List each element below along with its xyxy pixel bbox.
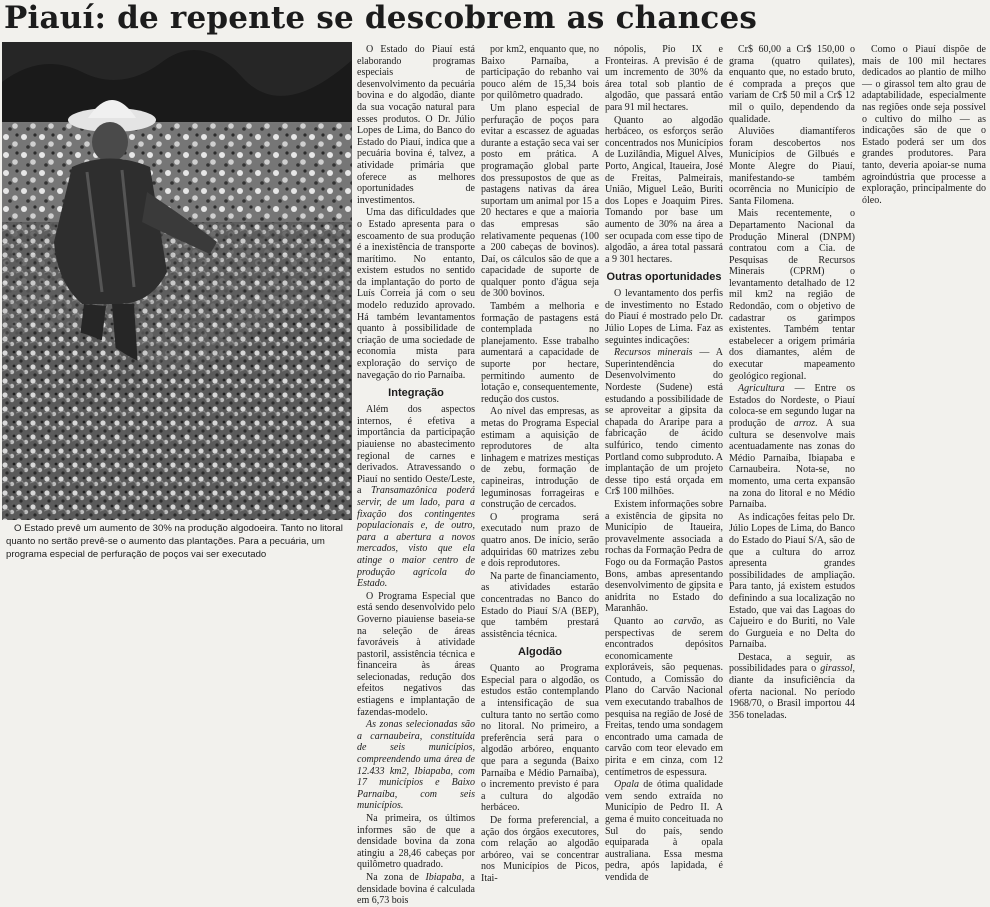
paragraph: Existem informações sobre a existência de gipsita no Município de Itaueira, provavelmente associada a rochas da Formação Pedra de Fogo ou da Formação Pastos Bons, ambas apresentando desenvolvimento de gipsita e anidrita no Estado do Maranhão. bbox=[605, 498, 723, 615]
headline: Piauí: de repente se descobrem as chances bbox=[4, 0, 758, 36]
paragraph: Como o Piauí dispõe de mais de 100 mil hectares dedicados ao plantio de milho — o girassol tem alto grau de adaptabilidade, especialmente nas regiões onde seja possível o cultivo do milho — as indicações são de que o Estado poderá ser um dos grandes produtores. Para tanto, deveria apoiar-se numa agroindústria que processe a exploração, principalmente do óleo. bbox=[862, 44, 986, 206]
paragraph bbox=[605, 347, 723, 498]
article-column-5 bbox=[862, 44, 986, 567]
text-run: Na zona de bbox=[366, 871, 426, 883]
text-run-italic: Recursos minerais bbox=[614, 347, 693, 359]
article-column-1 bbox=[357, 44, 475, 907]
text-run-italic: Agricultura bbox=[738, 383, 785, 395]
paragraph bbox=[357, 872, 475, 907]
section-heading-integracao: Integração bbox=[388, 387, 444, 400]
paragraph: Cr$ 60,00 a Cr$ 150,00 o grama (quatro quilates), enquanto que, no estado bruto, é comprada a preços que variam de Cr$ 50 mil a Cr$ 12 mil o quilo, dependendo da qualidade. bbox=[729, 44, 855, 125]
paragraph: por km2, enquanto que, no Baixo Parnaíba, a participação do rebanho vai pouco além de 15,34 bois por quilômetro quadrado. bbox=[481, 44, 599, 102]
article-column-3 bbox=[605, 44, 723, 883]
paragraph: Um plano especial de perfuração de poços para evitar a escassez de aguadas durante a estação seca vai ser posto em prática. A programação global parte dos pressupostos de que as pastagens nativas da área suportam um animal por 15 a 20 hectares e que a maioria das empresas são relativamente pequenas (100 a 200 cabeças de bovinos). Daí, os cálculos são de que a capacidade de suporte de qualquer ponto d'água seja de 300 bovinos. bbox=[481, 102, 599, 300]
text-run: de ótima qualidade vem sendo extraída no Município de Pedro II. A gema é muito conceituada no Sul do país, sendo equiparada à opala australiana. Essa mesma pedra, após lapidada, é vendida de bbox=[605, 779, 723, 883]
text-run: — A Superintendência do Desenvolvimento do Nordeste (Sudene) está estudando a possibilidade de se aproveitar a gipsita da chapada do Araripe para a fabricação de ácido sulfúrico, tendo cimento Portland como subproduto. A implantação de um projeto desse tipo está orçada em Cr$ 100 milhões. bbox=[605, 347, 723, 498]
text-run: , diante da insuficiência da oferta nacional. No período 1968/70, o Brasil importou 44 356 toneladas. bbox=[729, 663, 855, 721]
text-run: Destaca, a seguir, as possibilidades para o bbox=[729, 651, 855, 675]
paragraph: O Programa Especial que está sendo desenvolvido pelo Governo piauiense baseia-se na seleção de áreas favoráveis à atividade pastoril, assistência técnica e financeira às áreas selecionadas, redução dos efeitos negativos das estiagens e implantação de fazendas-modelo. bbox=[357, 590, 475, 718]
text-run: Quanto ao bbox=[614, 615, 674, 627]
paragraph: Ao nível das empresas, as metas do Programa Especial estimam a aquisição de reprodutores de alta linhagem e matrizes mestiças de zebu, formação de capineiras, introdução de leguminosas forrageiras e construção de cercados. bbox=[481, 406, 599, 511]
paragraph: Uma das dificuldades que o Estado apresenta para o escoamento de sua produção é a inexistência de transporte marítimo. No entanto, existem estudos no sentido da implantação do porto de Luís Correia já com o seu modelo reduzido aprovado. Há também levantamentos quanto à possibilidade de criação de uma sociedade de economia mista para exploração do serviço de navegação do rio Parnaíba. bbox=[357, 207, 475, 381]
paragraph: De forma preferencial, a ação dos órgãos executores, com relação ao algodão arbóreo, vai se concentrar nos Municípios de Picos, Itai- bbox=[481, 815, 599, 884]
text-run: , as perspectivas de serem encontrados depósitos economicamente exploráveis, são pequenas. Contudo, a Comissão do Plano do Carvão Nacional vem executando trabalhos de pesquisa na região de José de Freitas, tendo uma sondagem encontrado uma camada de carvão com teor elevado em pirita e em cinza, com 12 centímetros de espessura. bbox=[605, 615, 723, 778]
paragraph: Aluviões diamantíferos foram descobertos nos Municípios de Gilbués e Monte Alegre do Piauí, manifestando-se também ocorrência no Município de Santa Filomena. bbox=[729, 126, 855, 207]
paragraph bbox=[605, 616, 723, 778]
paragraph: As indicações feitas pelo Dr. Júlio Lopes de Lima, do Banco do Estado do Piauí S/A, são de que a cultura do arroz apresenta grandes possibilidades de ampliação. Para tanto, já existem estudos definindo a sua localização no Estado, que vai das Lagoas do Cajueiro e do Buriti, no Vale do Gurgueia e no Delta do Parnaíba. bbox=[729, 511, 855, 651]
paragraph: Na primeira, os últimos informes são de que a densidade bovina da zona atingiu a 28,46 cabeças por quilômetro quadrado. bbox=[357, 813, 475, 871]
text-run-italic: girassol bbox=[820, 663, 853, 675]
text-run-italic: Ibiapaba bbox=[425, 871, 462, 883]
paragraph: Na parte de financiamento, as atividades estarão concentradas no Banco do Estado do Piauí S/A (BEP), que também prestará assistência técnica. bbox=[481, 570, 599, 640]
section-heading-outras-oportunidades: Outras oportunidades bbox=[606, 271, 722, 284]
paragraph: Quanto ao algodão herbáceo, os esforços serão concentrados nos Municípios de Luzilândia, Miguel Alves, Porto, Angical, Itaueira, José de Freitas, Palmeirais, União, Miguel Leão, Buriti dos Lopes e Joaquim Pires. Tomando por base um aumento de 30% na área a ser ocupada com esse tipo de algodão, a área total passará a 9 301 hectares. bbox=[605, 114, 723, 265]
paragraph: Também a melhoria e formação de pastagens está contemplada no planejamento. Esse trabalho aumentará a capacidade de suporte por hectare, permitindo aumento de lotação e, consequentemente, redução dos custos. bbox=[481, 301, 599, 405]
paragraph: O programa será executado num prazo de quatro anos. De início, serão adquiridas 60 matrizes zebu e dois reprodutores. bbox=[481, 511, 599, 570]
paragraph bbox=[605, 779, 723, 883]
text-run-italic: arroz bbox=[793, 418, 815, 429]
cotton-field-photo bbox=[2, 42, 352, 520]
paragraph: Mais recentemente, o Departamento Nacional da Produção Mineral (DNPM) contratou com a Cia. de Pesquisas de Recursos Minerais (CPRM) o levantamento detalhado de 12 mil km2 na região de Redondão, com o objetivo de cadastrar os garimpos existentes. Também tentar estabelecer a origem primária dos diamantes, além de executar mapeamento geológico regional. bbox=[729, 208, 855, 382]
paragraph bbox=[729, 652, 855, 722]
text-run-italic: carvão bbox=[673, 615, 702, 627]
text-run: Além dos aspectos internos, é efetiva a importância da participação piauiense no abastecimento regional de carnes e derivados. Atravessando o Piauí no sentido Oeste/Leste, a bbox=[357, 404, 475, 497]
article-column-4 bbox=[729, 44, 855, 721]
photo-caption: O Estado prevê um aumento de 30% na produção algodoeira. Tanto no litoral quanto no sertão prevê-se o aumento das plantações. Para a pecuária, um programa especial de perfuração de poços vai ser executado bbox=[6, 523, 343, 560]
paragraph-italic: As zonas selecionadas são a carnaubeira, constituída de seis municípios, compreendendo uma área de 12.433 km2, Ibiapaba, com 17 municípios e Baixo Parnaíba, com seis municípios. bbox=[357, 719, 475, 812]
text-run: . A sua cultura se desenvolve mais acentuadamente nas zonas do Médio Parnaíba, Ibiapaba e Carnaubeira. Nota-se, no momento, uma certa expansão na zona do litoral e no Médio Parnaíba. bbox=[729, 418, 855, 511]
paragraph: Quanto ao Programa Especial para o algodão, os estudos estão contemplando a intensificação de sua cultura tanto no sertão como no litoral. No primeiro, a preferência será para o algodão arbóreo, enquanto que para a segunda (Baixo Parnaíba e Médio Parnaíba), o incremento previsto é para a cultura do algodão herbáceo. bbox=[481, 663, 599, 814]
section-heading-algodao: Algodão bbox=[518, 646, 562, 659]
paragraph bbox=[357, 404, 475, 590]
paragraph: nópolis, Pio IX e Fronteiras. A previsão é de um incremento de 30% da área total sob plantio de algodão, que passará então para 91 mil hectares. bbox=[605, 44, 723, 113]
text-run-italic: Transamazônica poderá servir, de um lado, para a fixação dos contingentes populacionais e, de outro, para a abertura a novos mercados, visto que ela atinge o maior centro de produção agrícola do Estado. bbox=[357, 485, 475, 590]
text-run: , a densidade bovina é calculada em 6,73 bois bbox=[357, 871, 475, 907]
paragraph: O Estado do Piauí está elaborando programas especiais de desenvolvimento da pecuária bovina e do algodão, diante da sua vocação natural para esses produtos. O Dr. Júlio Lopes de Lima, do Banco do Estado do Piauí, indica que a pecuária bovina é, talvez, a atividade primária que oferece as melhores oportunidades de investimentos. bbox=[357, 44, 475, 206]
paragraph: O levantamento dos perfis de investimento no Estado do Piauí é mostrado pelo Dr. Júlio Lopes de Lima. Faz as seguintes indicações: bbox=[605, 288, 723, 346]
paragraph bbox=[729, 383, 855, 511]
article-column-2 bbox=[481, 44, 599, 884]
text-run: — Entre os Estados do Nordeste, o Piauí coloca-se em segundo lugar na produção de bbox=[729, 383, 855, 429]
photo-image bbox=[2, 42, 352, 520]
text-run-italic: Opala bbox=[614, 779, 639, 791]
